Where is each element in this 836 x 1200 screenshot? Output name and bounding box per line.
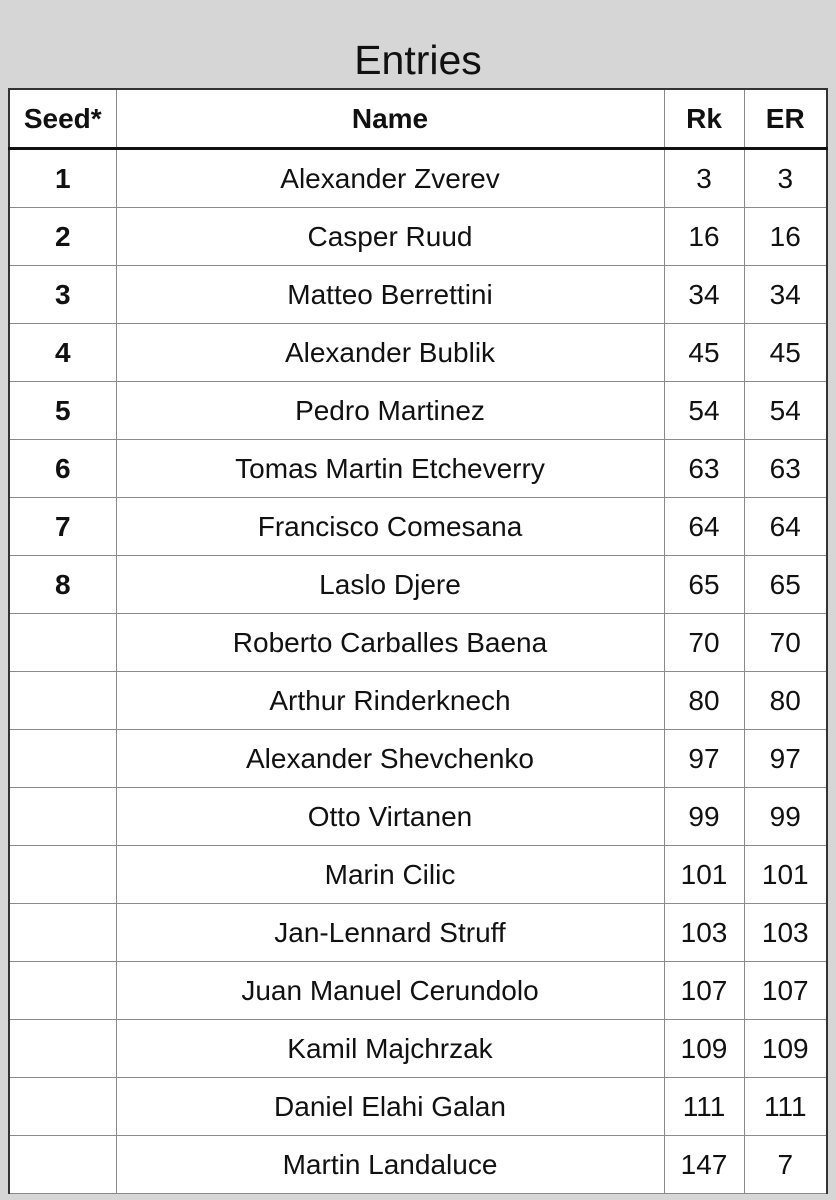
- rank-cell: 101: [664, 846, 744, 904]
- name-cell: Martin Landaluce: [116, 1136, 664, 1194]
- table-row: [9, 788, 827, 846]
- table-row: [9, 382, 827, 440]
- name-cell: Arthur Rinderknech: [116, 672, 664, 730]
- rank-cell: 97: [664, 730, 744, 788]
- rank-cell: 16: [664, 208, 744, 266]
- seed-cell: [9, 672, 116, 730]
- entry-rank-cell: 16: [744, 208, 827, 266]
- entry-rank-cell: 63: [744, 440, 827, 498]
- table-body: [9, 149, 827, 1194]
- entry-rank-cell: 70: [744, 614, 827, 672]
- rank-cell: 3: [664, 149, 744, 208]
- table-row: [9, 440, 827, 498]
- entry-rank-cell: 99: [744, 788, 827, 846]
- rank-cell: 45: [664, 324, 744, 382]
- rank-cell: 70: [664, 614, 744, 672]
- rank-cell: 54: [664, 382, 744, 440]
- entry-rank-cell: 3: [744, 149, 827, 208]
- name-cell: Laslo Djere: [116, 556, 664, 614]
- entries-table: [8, 88, 828, 1194]
- entry-rank-cell: 7: [744, 1136, 827, 1194]
- header-name: Name: [116, 89, 664, 149]
- entry-rank-cell: 111: [744, 1078, 827, 1136]
- rank-cell: 107: [664, 962, 744, 1020]
- page-title: Entries: [354, 37, 482, 83]
- rank-cell: 63: [664, 440, 744, 498]
- seed-cell: 7: [9, 498, 116, 556]
- table-row: [9, 672, 827, 730]
- name-cell: Kamil Majchrzak: [116, 1020, 664, 1078]
- rank-cell: 65: [664, 556, 744, 614]
- entry-rank-cell: 65: [744, 556, 827, 614]
- name-cell: Francisco Comesana: [116, 498, 664, 556]
- name-cell: Tomas Martin Etcheverry: [116, 440, 664, 498]
- seed-cell: [9, 1078, 116, 1136]
- table-row: [9, 962, 827, 1020]
- seed-cell: [9, 730, 116, 788]
- seed-cell: [9, 846, 116, 904]
- name-cell: Roberto Carballes Baena: [116, 614, 664, 672]
- name-cell: Casper Ruud: [116, 208, 664, 266]
- name-cell: Marin Cilic: [116, 846, 664, 904]
- seed-cell: 4: [9, 324, 116, 382]
- table-row: [9, 904, 827, 962]
- seed-cell: 8: [9, 556, 116, 614]
- seed-cell: 1: [9, 149, 116, 208]
- entry-rank-cell: 54: [744, 382, 827, 440]
- entry-rank-cell: 101: [744, 846, 827, 904]
- entry-rank-cell: 103: [744, 904, 827, 962]
- name-cell: Alexander Bublik: [116, 324, 664, 382]
- entry-rank-cell: 109: [744, 1020, 827, 1078]
- entry-rank-cell: 107: [744, 962, 827, 1020]
- name-cell: Matteo Berrettini: [116, 266, 664, 324]
- name-cell: Otto Virtanen: [116, 788, 664, 846]
- table-row: [9, 730, 827, 788]
- rank-cell: 64: [664, 498, 744, 556]
- entry-rank-cell: 80: [744, 672, 827, 730]
- rank-cell: 147: [664, 1136, 744, 1194]
- table-row: [9, 1020, 827, 1078]
- table-header: [9, 89, 827, 149]
- table-row: [9, 324, 827, 382]
- seed-cell: [9, 1020, 116, 1078]
- entry-rank-cell: 45: [744, 324, 827, 382]
- rank-cell: 103: [664, 904, 744, 962]
- seed-cell: 5: [9, 382, 116, 440]
- name-cell: Jan-Lennard Struff: [116, 904, 664, 962]
- name-cell: Alexander Zverev: [116, 149, 664, 208]
- name-cell: Pedro Martinez: [116, 382, 664, 440]
- header-seed: Seed*: [9, 89, 116, 149]
- seed-cell: 6: [9, 440, 116, 498]
- name-cell: Juan Manuel Cerundolo: [116, 962, 664, 1020]
- name-cell: Alexander Shevchenko: [116, 730, 664, 788]
- seed-cell: 2: [9, 208, 116, 266]
- header-row: [9, 89, 827, 149]
- name-cell: Daniel Elahi Galan: [116, 1078, 664, 1136]
- table-row: [9, 846, 827, 904]
- table-row: [9, 614, 827, 672]
- table-row: [9, 556, 827, 614]
- seed-cell: [9, 904, 116, 962]
- seed-cell: [9, 1136, 116, 1194]
- table-row: [9, 208, 827, 266]
- table-row: [9, 266, 827, 324]
- rank-cell: 99: [664, 788, 744, 846]
- rank-cell: 80: [664, 672, 744, 730]
- seed-cell: 3: [9, 266, 116, 324]
- seed-cell: [9, 788, 116, 846]
- entry-rank-cell: 64: [744, 498, 827, 556]
- header-er: ER: [744, 89, 827, 149]
- table-row: [9, 1078, 827, 1136]
- entry-rank-cell: 34: [744, 266, 827, 324]
- rank-cell: 111: [664, 1078, 744, 1136]
- table-row: [9, 1136, 827, 1194]
- rank-cell: 109: [664, 1020, 744, 1078]
- header-rk: Rk: [664, 89, 744, 149]
- rank-cell: 34: [664, 266, 744, 324]
- seed-cell: [9, 614, 116, 672]
- table-row: [9, 149, 827, 208]
- entry-rank-cell: 97: [744, 730, 827, 788]
- seed-cell: [9, 962, 116, 1020]
- table-row: [9, 498, 827, 556]
